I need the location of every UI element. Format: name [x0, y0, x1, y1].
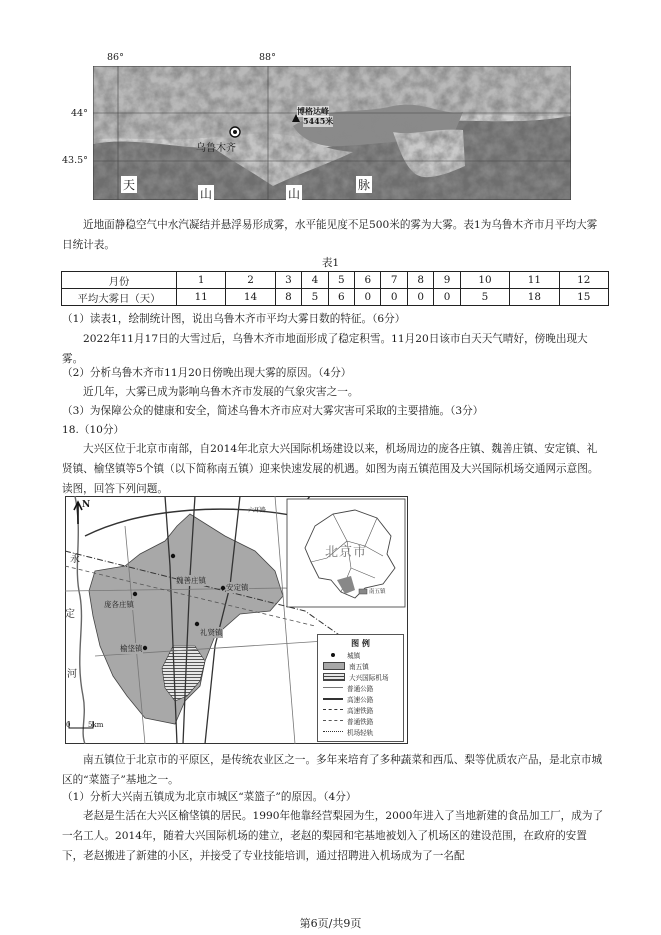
table-cell: 0 — [381, 289, 407, 306]
scale-label-0: 0 — [66, 721, 71, 729]
peak-height-label: 5445米 — [303, 116, 334, 126]
table-cell: 10 — [460, 272, 509, 289]
map-legend — [317, 634, 404, 742]
legend-item-light-rail — [323, 727, 373, 736]
table-cell: 8 — [275, 289, 301, 306]
north-label: N — [82, 500, 91, 510]
table-cell: 14 — [226, 289, 275, 306]
table-caption: 表1 — [321, 257, 340, 269]
legend-light-rail-line — [323, 731, 343, 732]
legend-text: 城镇 — [347, 651, 361, 660]
legend-hatch-swatch — [323, 673, 345, 681]
legend-item-railway — [323, 716, 373, 725]
legend-text: 机场轻轨 — [347, 728, 374, 737]
question-18-1: （1）分析大兴南五镇成为北京市城区“菜篮子”的原因。（4分） — [62, 791, 357, 803]
longitude-label-88: 88° — [259, 52, 276, 63]
latitude-label-43-5: 43.5° — [62, 155, 88, 166]
legend-title: 图 例 — [351, 638, 370, 648]
longitude-label-86: 86° — [107, 52, 124, 63]
table-cell: 12 — [559, 272, 609, 289]
question-3: （3）为保障公众的健康和安全，简述乌鲁木齐市应对大雾灾害可采取的主要措施。（3分） — [62, 405, 484, 417]
ring-road-label: 六环路 — [248, 507, 267, 514]
table-cell: 18 — [510, 289, 559, 306]
legend-text: 高速铁路 — [347, 706, 374, 715]
town-dot — [221, 586, 225, 590]
latitude-label-44: 44° — [71, 108, 88, 119]
table-cell: 2 — [226, 272, 275, 289]
lao-zhao-paragraph: 老赵是生活在大兴区榆垡镇的居民。1990年他靠经营梨园为生，2000年进入了当地新建的食品加工厂，成为了一名工人。2014年，随着大兴国际机场的建立，老赵的梨园和宅基地被划入了机场区的建设范围，在政府的安置下，老赵搬进了新建的小区，并接受了专业技能培训，通过招聘进入机场成为了一名配 — [62, 810, 604, 862]
river-char-2: 定 — [65, 609, 75, 620]
town-dot — [143, 646, 147, 650]
table-cell: 6 — [355, 272, 381, 289]
table-cell: 5 — [302, 289, 328, 306]
inset-beijing-label: 北京市 — [325, 545, 368, 560]
table-cell: 5 — [460, 289, 509, 306]
town-dot — [133, 592, 137, 596]
legend-text: 普通铁路 — [347, 717, 374, 726]
mountain-char-1: 天 — [123, 178, 136, 192]
snow-paragraph: 2022年11月17日的大雪过后，乌鲁木齐市地面形成了稳定积雪。11月20日该市白天天气晴好，傍晚出现大雾。 — [62, 333, 588, 365]
legend-text: 普通公路 — [347, 684, 374, 693]
vegetable-base-paragraph: 南五镇位于北京市的平原区，是传统农业区之一。多年来培育了多种蔬菜和西瓜、梨等优质农产品，是北京市城区的“菜篮子”基地之一。 — [62, 754, 603, 786]
table-header-fog-days: 平均大雾日（天） — [62, 289, 177, 306]
question-1: （1）读表1，绘制统计图，说出乌鲁木齐市平均大雾日数的特征。（6分） — [62, 313, 406, 325]
legend-dot-icon — [323, 652, 343, 658]
terrain-map — [93, 66, 571, 200]
town-label-lixian: 礼贤镇 — [200, 628, 223, 637]
river-char-3: 河 — [67, 669, 77, 680]
table-cell: 9 — [434, 272, 460, 289]
inset-legend-label: 南五镇 — [369, 589, 386, 595]
disaster-paragraph: 近几年，大雾已成为影响乌鲁木齐市发展的气象灾害之一。 — [83, 386, 359, 398]
table-cell: 8 — [407, 272, 433, 289]
mountain-char-2: 山 — [200, 187, 213, 201]
river-char-1: 永 — [70, 554, 80, 565]
scale-label-5km: 5km — [88, 721, 104, 729]
legend-item-high-speed-rail — [323, 705, 373, 714]
table-row-values — [62, 289, 609, 306]
question-2: （2）分析乌鲁木齐市11月20日傍晚出现大雾的原因。（4分） — [62, 367, 352, 379]
mountain-char-4: 脉 — [358, 178, 371, 192]
legend-item-town — [323, 650, 360, 659]
legend-road-line — [323, 687, 343, 688]
table-row-months — [62, 272, 609, 289]
table-cell: 11 — [510, 272, 559, 289]
town-label-anding: 安定镇 — [226, 583, 249, 592]
table-cell: 1 — [177, 272, 226, 289]
town-dot — [171, 554, 175, 558]
legend-item-road — [323, 683, 373, 692]
legend-gray-swatch — [323, 662, 345, 670]
daxing-intro-paragraph: 大兴区位于北京市南部，自2014年北京大兴国际机场建设以来，机场周边的庞各庄镇、魏善庄镇、安定镇、礼贤镇、榆垡镇等5个镇（以下简称南五镇）迎来快速发展的机遇。如图为南五镇范围及大兴国际机场交通网示意图。读图，回答下列问题。 — [62, 443, 599, 495]
legend-rail-line — [323, 720, 343, 721]
legend-text: 大兴国际机场 — [349, 673, 389, 682]
town-dot — [195, 622, 199, 626]
town-label-panggezhuang: 庞各庄镇 — [104, 600, 134, 609]
fog-intro-paragraph: 近地面静稳空气中水汽凝结并悬浮易形成雾，水平能见度不足500米的雾为大雾。表1为乌鲁木齐市月平均大雾日统计表。 — [62, 219, 598, 251]
legend-item-expressway — [323, 694, 373, 703]
table-cell: 0 — [407, 289, 433, 306]
legend-expressway-line — [323, 698, 343, 700]
table-cell: 3 — [275, 272, 301, 289]
town-label-weishanzhuang: 魏善庄镇 — [176, 576, 206, 585]
legend-item-airport — [323, 672, 389, 681]
table-header-month: 月份 — [62, 272, 177, 289]
table-cell: 0 — [434, 289, 460, 306]
legend-text: 高速公路 — [347, 695, 374, 704]
peak-label: 博格达峰 — [297, 106, 329, 116]
table-cell: 15 — [559, 289, 609, 306]
city-label: 乌鲁木齐 — [196, 143, 236, 154]
legend-item-five-towns — [323, 661, 369, 670]
page-footer: 第6页/共9页 — [299, 917, 362, 930]
question-18-heading: 18.（10分） — [62, 424, 125, 436]
legend-text: 南五镇 — [349, 662, 369, 671]
legend-hsr-line — [323, 709, 343, 710]
table-cell: 4 — [302, 272, 328, 289]
table-cell: 7 — [381, 272, 407, 289]
table-cell: 0 — [355, 289, 381, 306]
town-label-yufa: 榆垡镇 — [120, 644, 143, 653]
table-cell: 11 — [177, 289, 226, 306]
table-cell: 5 — [328, 272, 354, 289]
mountain-char-3: 山 — [288, 187, 301, 201]
table-cell: 6 — [328, 289, 354, 306]
fog-days-table — [61, 271, 609, 306]
